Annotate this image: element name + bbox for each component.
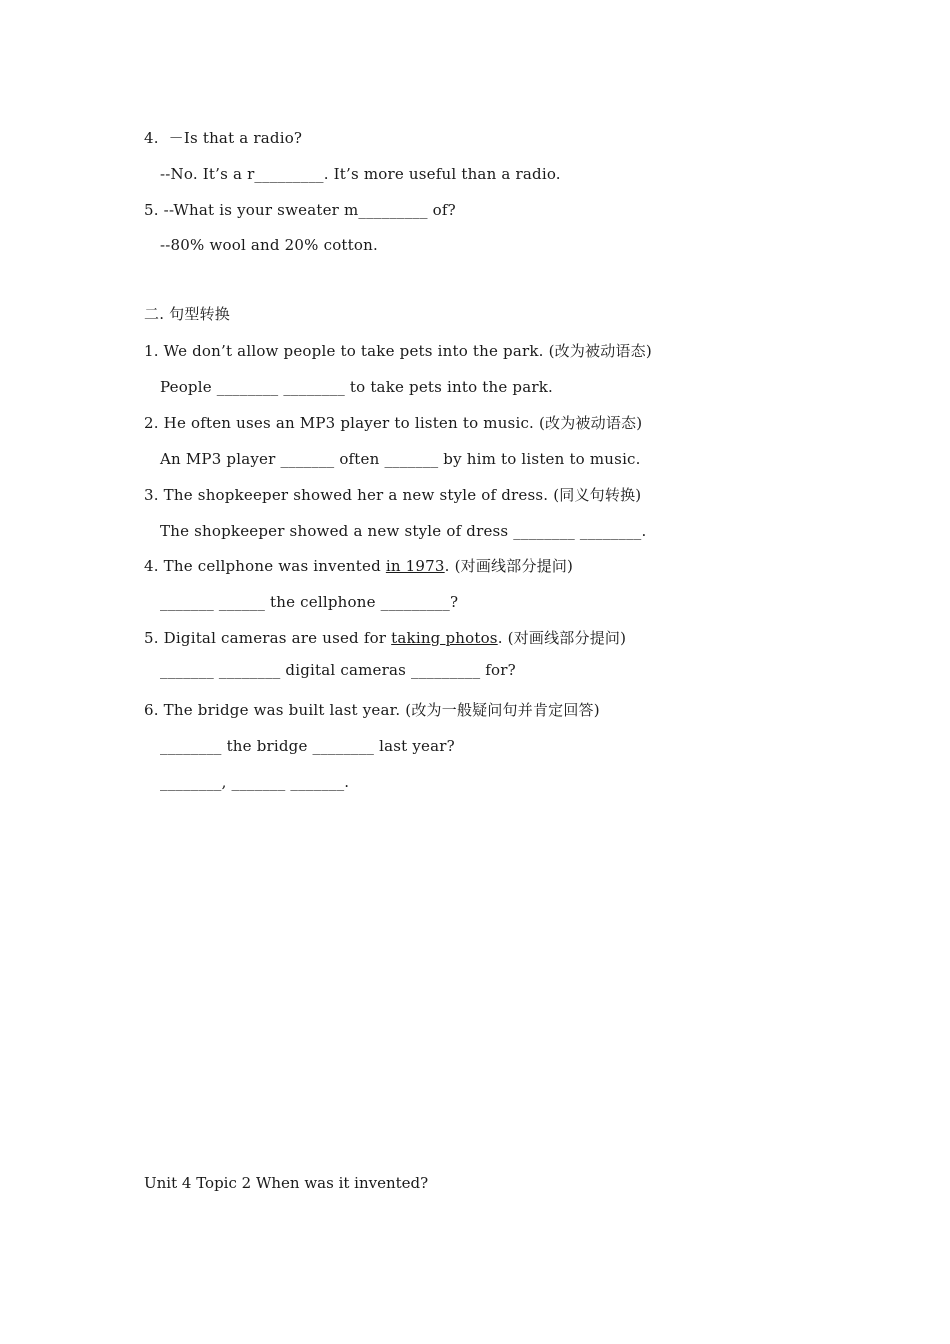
part1-answer-5: --80% wool and 20% cotton. <box>160 236 378 254</box>
exercise-5-prompt-end: . (对画线部分提问) <box>497 629 627 647</box>
exercise-4-prompt-start: 4. The cellphone was invented <box>144 557 386 575</box>
exercise-4-prompt <box>144 557 573 575</box>
exercise-4-underlined-phrase: in 1973 <box>385 557 445 575</box>
part1-question-4: 4. －Is that a radio? <box>144 129 303 147</box>
exercise-5-prompt <box>144 629 626 647</box>
exercise-3-answer: The shopkeeper showed a new style of dress ________ ________. <box>160 522 647 540</box>
exercise-2-answer: An MP3 player _______ often _______ by him to listen to music. <box>160 450 641 468</box>
exercise-3-prompt: 3. The shopkeeper showed her a new style of dress. (同义句转换) <box>144 486 642 504</box>
exercise-4-answer: _______ ______ the cellphone _________? <box>160 593 459 611</box>
part1-question-5: 5. --What is your sweater m_________ of? <box>144 201 456 219</box>
exercise-5-prompt-start: 5. Digital cameras are used for <box>144 629 392 647</box>
exercise-5-answer: _______ ________ digital cameras _________ for? <box>160 661 516 679</box>
exercise-4-prompt-end: . (对画线部分提问) <box>444 557 574 575</box>
exercise-6-prompt: 6. The bridge was built last year. (改为一般疑问句并肯定回答) <box>144 701 600 719</box>
exercise-6-answer: ________ the bridge ________ last year? <box>160 737 455 755</box>
exercise-6-short-answer: ________, _______ _______. <box>160 773 350 791</box>
part1-answer-4: --No. It’s a r_________. It’s more useful than a radio. <box>160 165 561 183</box>
exercise-5-underlined-phrase: taking photos <box>391 629 498 647</box>
exercise-1-answer: People ________ ________ to take pets into the park. <box>160 378 554 396</box>
page-footer: Unit 4 Topic 2 When was it invented? <box>144 1174 429 1192</box>
exercise-2-prompt: 2. He often uses an MP3 player to listen to music. (改为被动语态) <box>144 414 643 432</box>
section-heading: 二. 句型转换 <box>144 305 230 323</box>
exercise-1-prompt: 1. We don’t allow people to take pets into the park. (改为被动语态) <box>144 342 652 360</box>
